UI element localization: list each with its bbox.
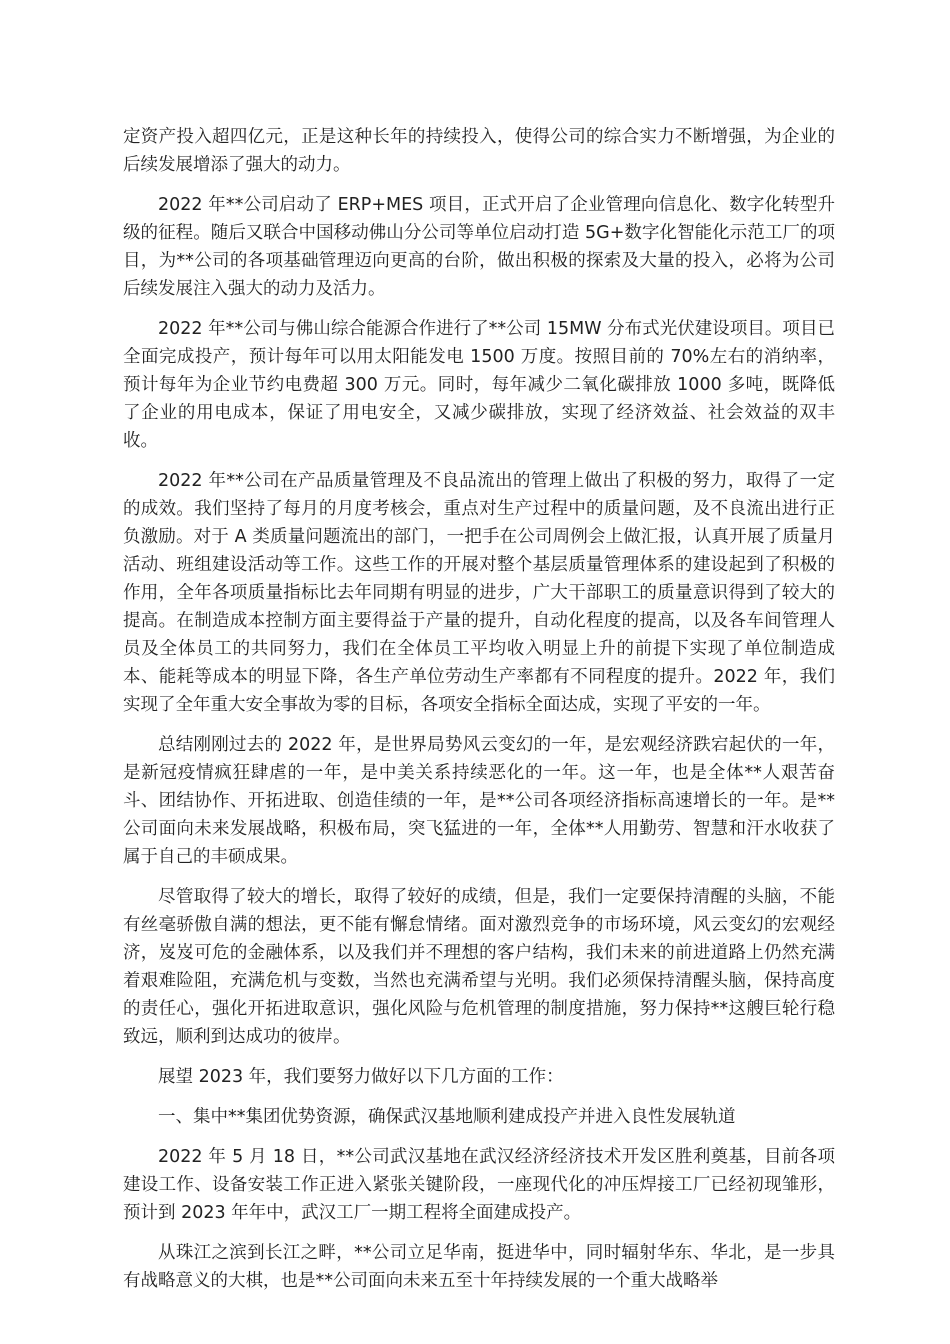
paragraph-strategic-expansion: 从珠江之滨到长江之畔，**公司立足华南，挺进华中，同时辐射华东、华北，是一步具有战略意义的大棋，也是**公司面向未来五至十年持续发展的一个重大战略举 xyxy=(123,1243,835,1291)
section-heading-wuhan-base: 一、集中**集团优势资源，确保武汉基地顺利建成投产并进入良性发展轨道 xyxy=(158,1107,736,1127)
paragraph-wuhan-groundbreaking: 2022 年 5 月 18 日，**公司武汉基地在武汉经济经济技术开发区胜利奠基，目前各项建设工作、设备安装工作正进入紧张关键阶段，一座现代化的冲压焊接工厂已经初现雏形，预计到 2023 年年中，武汉工厂一期工程将全面建成投产。 xyxy=(123,1147,835,1223)
document-page xyxy=(123,123,835,1307)
paragraph-stay-sober: 尽管取得了较大的增长，取得了较好的成绩，但是，我们一定要保持清醒的头脑，不能有丝毫骄傲自满的想法，更不能有懈怠情绪。面对激烈竞争的市场环境，风云变幻的宏观经济，岌岌可危的金融体系，以及我们并不理想的客户结构，我们未来的前进道路上仍然充满着艰难险阻，充满危机与变数，当然也充满希望与光明。我们必须保持清醒头脑，保持高度的责任心，强化开拓进取意识，强化风险与危机管理的制度措施，努力保持**这艘巨轮行稳致远，顺利到达成功的彼岸。 xyxy=(123,887,835,1047)
paragraph-2023-outlook: 展望 2023 年，我们要努力做好以下几方面的工作： xyxy=(158,1067,564,1087)
paragraph-solar-project: 2022 年**公司与佛山综合能源合作进行了**公司 15MW 分布式光伏建设项目。项目已全面完成投产，预计每年可以用太阳能发电 1500 万度。按照目前的 70%左右的消纳率，预计每年为企业节约电费超 300 万元。同时，每年减少二氧化碳排放 1000 多吨，既降低了企业的用电成本，保证了用电安全，又减少碳排放，实现了经济效益、社会效益的双丰收。 xyxy=(123,319,835,451)
paragraph-continued-investment: 定资产投入超四亿元，正是这种长年的持续投入，使得公司的综合实力不断增强，为企业的后续发展增添了强大的动力。 xyxy=(123,127,835,175)
paragraph-2022-summary: 总结刚刚过去的 2022 年，是世界局势风云变幻的一年，是宏观经济跌宕起伏的一年，是新冠疫情疯狂肆虐的一年，是中美关系持续恶化的一年。这一年，也是全体**人艰苦奋斗、团结协作、开拓进取、创造佳绩的一年，是**公司各项经济指标高速增长的一年。是**公司面向未来发展战略，积极布局，突飞猛进的一年，全体**人用勤劳、智慧和汗水收获了属于自己的丰硕成果。 xyxy=(123,735,835,867)
paragraph-quality-management: 2022 年**公司在产品质量管理及不良品流出的管理上做出了积极的努力，取得了一定的成效。我们坚持了每月的月度考核会，重点对生产过程中的质量问题，及不良流出进行正负激励。对于 A 类质量问题流出的部门，一把手在公司周例会上做汇报，认真开展了质量月活动、班组建设活动等工作。这些工作的开展对整个基层质量管理体系的建设起到了积极的作用，全年各项质量指标比去年同期有明显的进步，广大干部职工的质量意识得到了较大的提高。在制造成本控制方面主要得益于产量的提升，自动化程度的提高，以及各车间管理人员及全体员工的共同努力，我们在全体员工平均收入明显上升的前提下实现了单位制造成本、能耗等成本的明显下降，各生产单位劳动生产率都有不同程度的提升。2022 年，我们实现了全年重大安全事故为零的目标，各项安全指标全面达成，实现了平安的一年。 xyxy=(123,471,835,715)
paragraph-erp-mes-project: 2022 年**公司启动了 ERP+MES 项目，正式开启了企业管理向信息化、数字化转型升级的征程。随后又联合中国移动佛山分公司等单位启动打造 5G+数字化智能化示范工厂的项目，为**公司的各项基础管理迈向更高的台阶，做出积极的探索及大量的投入，必将为公司后续发展注入强大的动力及活力。 xyxy=(123,195,835,299)
